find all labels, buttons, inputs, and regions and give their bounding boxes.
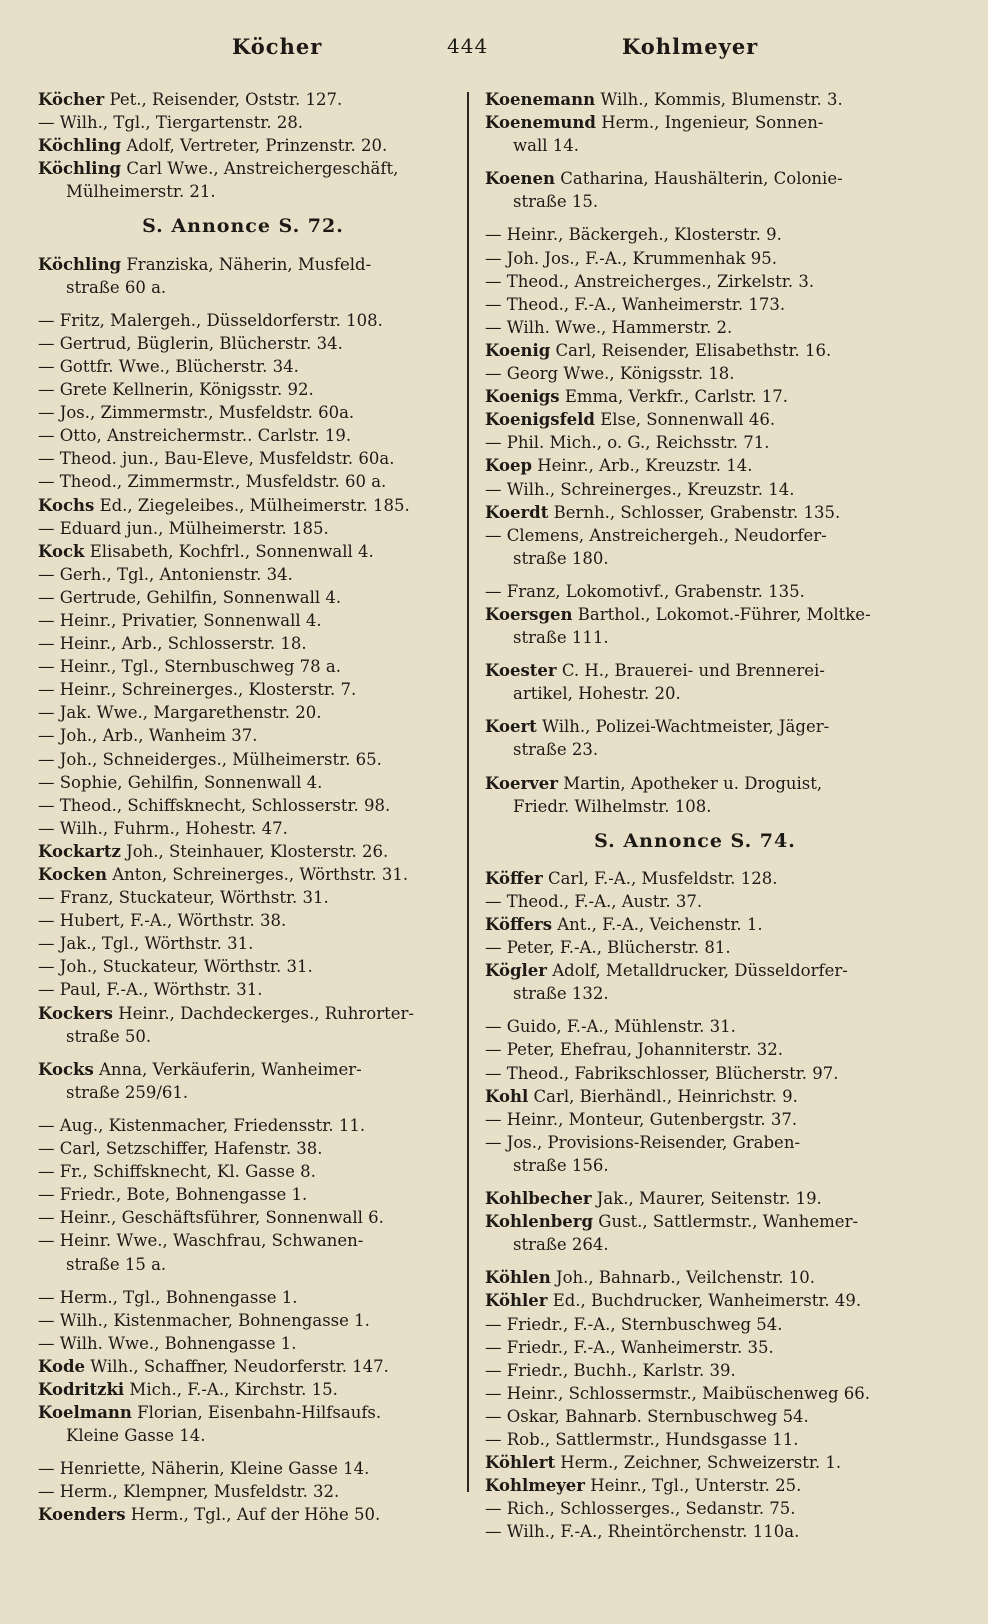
entry-surname: Köffers: [485, 915, 553, 934]
entry-text: — Heinr., Arb., Schlosserstr. 18.: [38, 634, 307, 654]
entry-continuation: [485, 1233, 905, 1256]
entry-surname: Koenders: [38, 1505, 126, 1525]
directory-entry: [38, 401, 448, 424]
entry-surname: Kock: [38, 541, 85, 561]
entry-text: Friedr. Wilhelmstr. 108.: [513, 796, 712, 816]
directory-entry: [485, 1210, 905, 1233]
entry-text: Joh., Steinhauer, Klosterstr. 26.: [120, 841, 389, 861]
directory-entry: [485, 362, 905, 385]
directory-entry: [38, 863, 448, 886]
entry-text: Barthol., Lokomot.-Führer, Moltke-: [572, 604, 871, 624]
entry-text: — Theod., F.-A., Wanheimerstr. 173.: [485, 294, 786, 314]
directory-entry: [38, 1206, 448, 1229]
directory-entry: [38, 540, 448, 563]
entry-surname: Köhlen: [485, 1268, 551, 1288]
directory-entry: [38, 332, 448, 355]
directory-entry: [485, 1015, 905, 1038]
entry-text: Ant., F.-A., Veichenstr. 1.: [552, 915, 763, 934]
entry-text: — Friedr., Buchh., Karlstr. 39.: [485, 1360, 736, 1380]
entry-text: — Peter, F.-A., Blücherstr. 81.: [485, 938, 731, 958]
entry-text: — Friedr., F.-A., Sternbuschweg 54.: [485, 1314, 783, 1334]
directory-entry: [38, 1401, 448, 1424]
entry-text: — Henriette, Näherin, Kleine Gasse 14.: [38, 1459, 370, 1479]
entry-continuation: [485, 682, 905, 705]
entry-text: — Heinr., Tgl., Sternbuschweg 78 a.: [38, 657, 341, 677]
entry-text: — Grete Kellnerin, Königsstr. 92.: [38, 380, 314, 400]
directory-entry: [38, 1309, 448, 1332]
entry-text: straße 132.: [513, 984, 609, 1004]
entry-text: Wilh., Polizei-Wachtmeister, Jäger-: [536, 717, 830, 737]
entry-text: Jak., Maurer, Seitenstr. 19.: [591, 1189, 822, 1209]
left-column: [38, 88, 448, 1527]
entry-surname: Koelmann: [38, 1403, 132, 1423]
entry-text: — Friedr., Bote, Bohnengasse 1.: [38, 1185, 308, 1205]
entry-surname: Köhler: [485, 1291, 548, 1311]
entry-text: — Heinr., Geschäftsführer, Sonnenwall 6.: [38, 1208, 384, 1228]
entry-text: Florian, Eisenbahn-Hilfsaufs.: [131, 1403, 382, 1423]
directory-entry: [38, 309, 448, 332]
entry-continuation: [485, 1154, 905, 1177]
directory-entry: [38, 817, 448, 840]
directory-entry: [38, 355, 448, 378]
entry-text: — Clemens, Anstreichergeh., Neudorfer-: [485, 525, 827, 545]
entry-text: Emma, Verkfr., Carlstr. 17.: [559, 387, 788, 407]
entry-text: Heinr., Arb., Kreuzstr. 14.: [532, 456, 753, 476]
entry-text: straße 15.: [513, 192, 599, 212]
entry-surname: Kögler: [485, 961, 547, 981]
directory-entry: [485, 223, 905, 246]
entry-text: — Carl, Setzschiffer, Hafenstr. 38.: [38, 1139, 323, 1159]
entry-continuation: [38, 1025, 448, 1048]
entry-text: Mülheimerstr. 21.: [66, 182, 216, 202]
entry-text: — Theod., Fabrikschlosser, Blücherstr. 97.: [485, 1063, 839, 1083]
entry-text: — Phil. Mich., o. G., Reichsstr. 71.: [485, 433, 770, 453]
directory-entry: [38, 932, 448, 955]
directory-entry: [485, 1289, 905, 1312]
entry-text: — Heinr., Schreinerges., Klosterstr. 7.: [38, 680, 357, 700]
entry-continuation: [485, 547, 905, 570]
entry-text: — Heinr., Schlossermstr., Maibüschenweg 66.: [485, 1383, 870, 1403]
entry-text: straße 15 a.: [66, 1254, 167, 1274]
entry-text: Herm., Zeichner, Schweizerstr. 1.: [555, 1453, 842, 1473]
directory-entry: [38, 909, 448, 932]
entry-surname: Kohlenberg: [485, 1212, 594, 1232]
directory-entry: [38, 111, 448, 134]
entry-continuation: [38, 276, 448, 299]
entry-text: — Friedr., F.-A., Wanheimerstr. 35.: [485, 1337, 774, 1357]
directory-entry: [38, 632, 448, 655]
entry-text: — Rob., Sattlermstr., Hundsgasse 11.: [485, 1429, 799, 1449]
directory-entry: [38, 1457, 448, 1480]
entry-surname: Köchling: [38, 159, 122, 179]
directory-entry: [485, 293, 905, 316]
entry-text: — Theod., Anstreicherges., Zirkelstr. 3.: [485, 271, 815, 291]
entry-text: — Heinr., Bäckergeh., Klosterstr. 9.: [485, 225, 782, 245]
entry-text: — Fritz, Malergeh., Düsseldorferstr. 108.: [38, 310, 383, 330]
directory-entry: [485, 1313, 905, 1336]
entry-text: Wilh., Kommis, Blumenstr. 3.: [595, 90, 843, 109]
entry-surname: Kode: [38, 1356, 86, 1376]
entry-surname: Koert: [485, 717, 537, 737]
entry-text: — Peter, Ehefrau, Johanniterstr. 32.: [485, 1040, 783, 1060]
directory-entry: [38, 1002, 448, 1025]
entry-text: — Wilh., F.-A., Rheintörchenstr. 110a.: [485, 1522, 800, 1542]
right-column: [485, 88, 905, 1543]
directory-entry: [38, 586, 448, 609]
entry-text: Heinr., Tgl., Unterstr. 25.: [584, 1476, 802, 1496]
entry-text: Carl Wwe., Anstreichergeschäft,: [121, 159, 399, 179]
entry-surname: Kochs: [38, 495, 95, 515]
entry-continuation: [485, 190, 905, 213]
directory-entry: [485, 715, 905, 738]
entry-text: straße 111.: [513, 628, 609, 648]
directory-entry: [485, 88, 905, 111]
entry-text: Herm., Tgl., Auf der Höhe 50.: [125, 1505, 381, 1525]
entry-continuation: [38, 1424, 448, 1447]
entry-text: — Otto, Anstreichermstr.. Carlstr. 19.: [38, 426, 352, 446]
entry-text: Wilh., Schaffner, Neudorferstr. 147.: [85, 1356, 389, 1376]
entry-text: — Wilh., Schreinerges., Kreuzstr. 14.: [485, 479, 795, 499]
directory-entry: [38, 1378, 448, 1401]
entry-text: — Franz, Lokomotivf., Grabenstr. 135.: [485, 581, 805, 601]
header-right-keyword: Kohlmeyer: [622, 34, 759, 59]
entry-text: — Wilh. Wwe., Bohnengasse 1.: [38, 1333, 297, 1353]
entry-text: straße 50.: [66, 1026, 152, 1046]
annonce-reference: S. Annonce S. 72.: [142, 215, 344, 238]
directory-entry: [485, 1336, 905, 1359]
directory-entry: [485, 111, 905, 134]
entry-text: Catharina, Haushälterin, Colonie-: [554, 169, 843, 189]
directory-entry: [485, 959, 905, 982]
entry-text: C. H., Brauerei- und Brennerei-: [556, 661, 825, 681]
annonce-reference: S. Annonce S. 74.: [594, 829, 796, 852]
entry-text: straße 23.: [513, 740, 599, 760]
directory-entry: [485, 1062, 905, 1085]
entry-text: — Gottfr. Wwe., Blücherstr. 34.: [38, 356, 299, 376]
entry-text: Gust., Sattlermstr., Wanhemer-: [593, 1212, 859, 1232]
entry-continuation: [485, 134, 905, 157]
entry-surname: Koersgen: [485, 604, 573, 624]
entry-text: Herm., Ingenieur, Sonnen-: [595, 113, 824, 133]
directory-entry: [485, 501, 905, 524]
entry-text: — Theod. jun., Bau-Eleve, Musfeldstr. 60a.: [38, 449, 395, 469]
entry-surname: Köffer: [485, 868, 543, 888]
entry-text: — Theod., Schiffsknecht, Schlosserstr. 98.: [38, 795, 391, 815]
directory-entry: [485, 1085, 905, 1108]
entry-surname: Kohlbecher: [485, 1189, 592, 1209]
directory-entry: [38, 1137, 448, 1160]
directory-entry: [485, 431, 905, 454]
entry-text: straße 259/61.: [66, 1082, 189, 1102]
entry-surname: Koerdt: [485, 502, 549, 522]
directory-entry: [485, 316, 905, 339]
directory-entry: [485, 890, 905, 913]
entry-continuation: [485, 738, 905, 761]
entry-surname: Koenigsfeld: [485, 410, 595, 430]
directory-entry: [485, 385, 905, 408]
entry-text: — Jak., Tgl., Wörthstr. 31.: [38, 934, 254, 954]
entry-text: — Joh. Jos., F.-A., Krummenhak 95.: [485, 248, 777, 268]
entry-surname: Koenemann: [485, 90, 596, 109]
entry-text: — Aug., Kistenmacher, Friedensstr. 11.: [38, 1115, 366, 1135]
entry-surname: Köhlert: [485, 1453, 556, 1473]
directory-entry: [485, 270, 905, 293]
entry-surname: Kodritzki: [38, 1379, 125, 1399]
directory-entry: [38, 88, 448, 111]
entry-text: Bernh., Schlosser, Grabenstr. 135.: [548, 502, 841, 522]
directory-entry: [38, 1503, 448, 1526]
entry-text: straße 156.: [513, 1155, 609, 1175]
entry-text: — Jak. Wwe., Margarethenstr. 20.: [38, 703, 322, 723]
entry-text: — Heinr. Wwe., Waschfrau, Schwanen-: [38, 1231, 364, 1251]
entry-text: — Gertrud, Büglerin, Blücherstr. 34.: [38, 333, 343, 353]
directory-entry: [485, 1520, 905, 1543]
directory-entry: [38, 424, 448, 447]
entry-surname: Kohl: [485, 1086, 529, 1106]
entry-surname: Koester: [485, 661, 557, 681]
entry-text: — Wilh., Tgl., Tiergartenstr. 28.: [38, 113, 304, 133]
directory-entry: [38, 609, 448, 632]
page-number: 444: [447, 34, 489, 58]
entry-text: — Georg Wwe., Königsstr. 18.: [485, 364, 735, 384]
directory-entry: [38, 134, 448, 157]
entry-text: Ed., Buchdrucker, Wanheimerstr. 49.: [547, 1291, 862, 1311]
entry-surname: Koenigs: [485, 387, 560, 407]
directory-entry: [485, 1428, 905, 1451]
entry-surname: Köchling: [38, 136, 122, 156]
entry-text: — Franz, Stuckateur, Wörthstr. 31.: [38, 888, 329, 908]
entry-text: — Eduard jun., Mülheimerstr. 185.: [38, 518, 329, 538]
entry-text: — Sophie, Gehilfin, Sonnenwall 4.: [38, 772, 323, 792]
directory-entry: [485, 408, 905, 431]
entry-continuation: [485, 982, 905, 1005]
entry-text: Joh., Bahnarb., Veilchenstr. 10.: [550, 1268, 816, 1288]
directory-entry: [38, 886, 448, 909]
directory-entry: [38, 978, 448, 1001]
directory-entry: [485, 913, 905, 936]
directory-entry: [38, 1355, 448, 1378]
directory-entry: [485, 167, 905, 190]
entry-surname: Koerver: [485, 773, 558, 793]
entry-text: — Wilh., Fuhrm., Hohestr. 47.: [38, 818, 288, 838]
directory-entry: [38, 748, 448, 771]
entry-text: Elisabeth, Kochfrl., Sonnenwall 4.: [84, 541, 374, 561]
entry-surname: Kockers: [38, 1003, 113, 1023]
directory-entry: [38, 447, 448, 470]
entry-text: — Wilh. Wwe., Hammerstr. 2.: [485, 317, 733, 337]
directory-entry: [485, 1474, 905, 1497]
directory-entry: [38, 701, 448, 724]
directory-entry: [38, 517, 448, 540]
entry-text: — Theod., Zimmermstr., Musfeldstr. 60 a.: [38, 472, 387, 492]
entry-continuation: [38, 180, 448, 203]
entry-surname: Köcher: [38, 90, 105, 109]
entry-text: — Heinr., Monteur, Gutenbergstr. 37.: [485, 1109, 798, 1129]
entry-continuation: [38, 1253, 448, 1276]
entry-text: — Oskar, Bahnarb. Sternbuschweg 54.: [485, 1406, 809, 1426]
entry-text: Mich., F.-A., Kirchstr. 15.: [124, 1379, 338, 1399]
entry-text: — Jos., Zimmermstr., Musfeldstr. 60a.: [38, 403, 355, 423]
entry-text: Carl, F.-A., Musfeldstr. 128.: [542, 868, 778, 888]
directory-entry: [485, 247, 905, 270]
entry-text: Ed., Ziegeleibes., Mülheimerstr. 185.: [94, 495, 410, 515]
entry-text: straße 60 a.: [66, 277, 167, 297]
directory-entry: [38, 1286, 448, 1309]
directory-entry: [38, 678, 448, 701]
directory-entry: [38, 771, 448, 794]
entry-text: Anton, Schreinerges., Wörthstr. 31.: [106, 865, 409, 884]
entry-surname: Koenemund: [485, 113, 596, 133]
directory-entry: [38, 1058, 448, 1081]
entry-text: — Herm., Tgl., Bohnengasse 1.: [38, 1287, 298, 1307]
entry-surname: Kockartz: [38, 841, 121, 861]
entry-surname: Kocken: [38, 865, 107, 884]
entry-text: Heinr., Dachdeckerges., Ruhrorter-: [112, 1003, 414, 1023]
entry-surname: Koenig: [485, 340, 551, 360]
directory-entry: [485, 1405, 905, 1428]
entry-text: — Paul, F.-A., Wörthstr. 31.: [38, 980, 263, 1000]
directory-entry: [38, 253, 448, 276]
directory-entry: [38, 724, 448, 747]
entry-text: — Rich., Schlosserges., Sedanstr. 75.: [485, 1499, 796, 1519]
entry-text: Franziska, Näherin, Musfeld-: [121, 254, 372, 274]
entry-text: — Wilh., Kistenmacher, Bohnengasse 1.: [38, 1310, 370, 1330]
directory-entry: [38, 794, 448, 817]
directory-entry: [38, 470, 448, 493]
entry-surname: Kocks: [38, 1059, 94, 1079]
entry-continuation: [38, 1081, 448, 1104]
entry-text: straße 180.: [513, 548, 609, 568]
entry-surname: Kohlmeyer: [485, 1476, 585, 1496]
directory-entry: [485, 1187, 905, 1210]
directory-entry: [485, 339, 905, 362]
directory-entry: [485, 1382, 905, 1405]
entry-surname: Köchling: [38, 254, 122, 274]
directory-entry: [485, 936, 905, 959]
directory-entry: [485, 580, 905, 603]
entry-continuation: [485, 795, 905, 818]
directory-entry: [485, 1038, 905, 1061]
entry-text: — Gertrude, Gehilfin, Sonnenwall 4.: [38, 587, 342, 607]
entry-text: — Joh., Arb., Wanheim 37.: [38, 726, 258, 746]
directory-entry: [485, 603, 905, 626]
entry-text: Carl, Bierhändl., Heinrichstr. 9.: [528, 1086, 798, 1106]
directory-entry: [38, 840, 448, 863]
entry-text: — Guido, F.-A., Mühlenstr. 31.: [485, 1017, 736, 1037]
directory-entry: [485, 524, 905, 547]
directory-entry: [485, 1131, 905, 1154]
entry-text: Martin, Apotheker u. Droguist,: [557, 773, 823, 793]
entry-continuation: [485, 626, 905, 649]
column-divider: [467, 92, 469, 1492]
entry-text: Pet., Reisender, Oststr. 127.: [104, 90, 343, 109]
directory-entry: [38, 1229, 448, 1252]
entry-text: — Heinr., Privatier, Sonnenwall 4.: [38, 610, 322, 630]
directory-entry: [38, 563, 448, 586]
directory-entry: [485, 1497, 905, 1520]
directory-entry: [38, 655, 448, 678]
entry-text: Kleine Gasse 14.: [66, 1426, 206, 1446]
entry-text: straße 264.: [513, 1235, 609, 1255]
entry-surname: Koenen: [485, 169, 555, 189]
entry-text: Adolf, Vertreter, Prinzenstr. 20.: [121, 136, 388, 156]
directory-entry: [485, 1451, 905, 1474]
entry-text: — Jos., Provisions-Reisender, Graben-: [485, 1132, 801, 1152]
entry-text: Carl, Reisender, Elisabethstr. 16.: [550, 340, 832, 360]
entry-text: — Joh., Stuckateur, Wörthstr. 31.: [38, 957, 313, 977]
directory-entry: [485, 659, 905, 682]
directory-entry: [38, 1160, 448, 1183]
entry-text: — Joh., Schneiderges., Mülheimerstr. 65.: [38, 749, 382, 769]
entry-text: Else, Sonnenwall 46.: [594, 410, 776, 430]
directory-entry: [38, 955, 448, 978]
directory-entry: [38, 157, 448, 180]
directory-entry: [485, 478, 905, 501]
directory-entry: [485, 454, 905, 477]
directory-entry: [485, 1359, 905, 1382]
header-left-keyword: Köcher: [232, 34, 323, 59]
entry-text: — Hubert, F.-A., Wörthstr. 38.: [38, 911, 287, 931]
entry-text: — Herm., Klempner, Musfeldstr. 32.: [38, 1482, 340, 1502]
entry-text: wall 14.: [513, 136, 579, 156]
directory-entry: [485, 867, 905, 890]
directory-entry: [485, 772, 905, 795]
entry-text: Anna, Verkäuferin, Wanheimer-: [93, 1059, 362, 1079]
entry-text: — Theod., F.-A., Austr. 37.: [485, 891, 703, 911]
directory-entry: [38, 494, 448, 517]
entry-surname: Koep: [485, 456, 533, 476]
entry-text: — Fr., Schiffsknecht, Kl. Gasse 8.: [38, 1162, 316, 1182]
directory-entry: [38, 1183, 448, 1206]
directory-entry: [38, 378, 448, 401]
directory-entry: [38, 1332, 448, 1355]
directory-entry: [485, 1108, 905, 1131]
directory-entry: [38, 1114, 448, 1137]
directory-entry: [485, 1266, 905, 1289]
entry-text: Adolf, Metalldrucker, Düsseldorfer-: [546, 961, 848, 981]
entry-text: — Gerh., Tgl., Antonienstr. 34.: [38, 564, 293, 584]
entry-text: artikel, Hohestr. 20.: [513, 684, 681, 704]
directory-entry: [38, 1480, 448, 1503]
